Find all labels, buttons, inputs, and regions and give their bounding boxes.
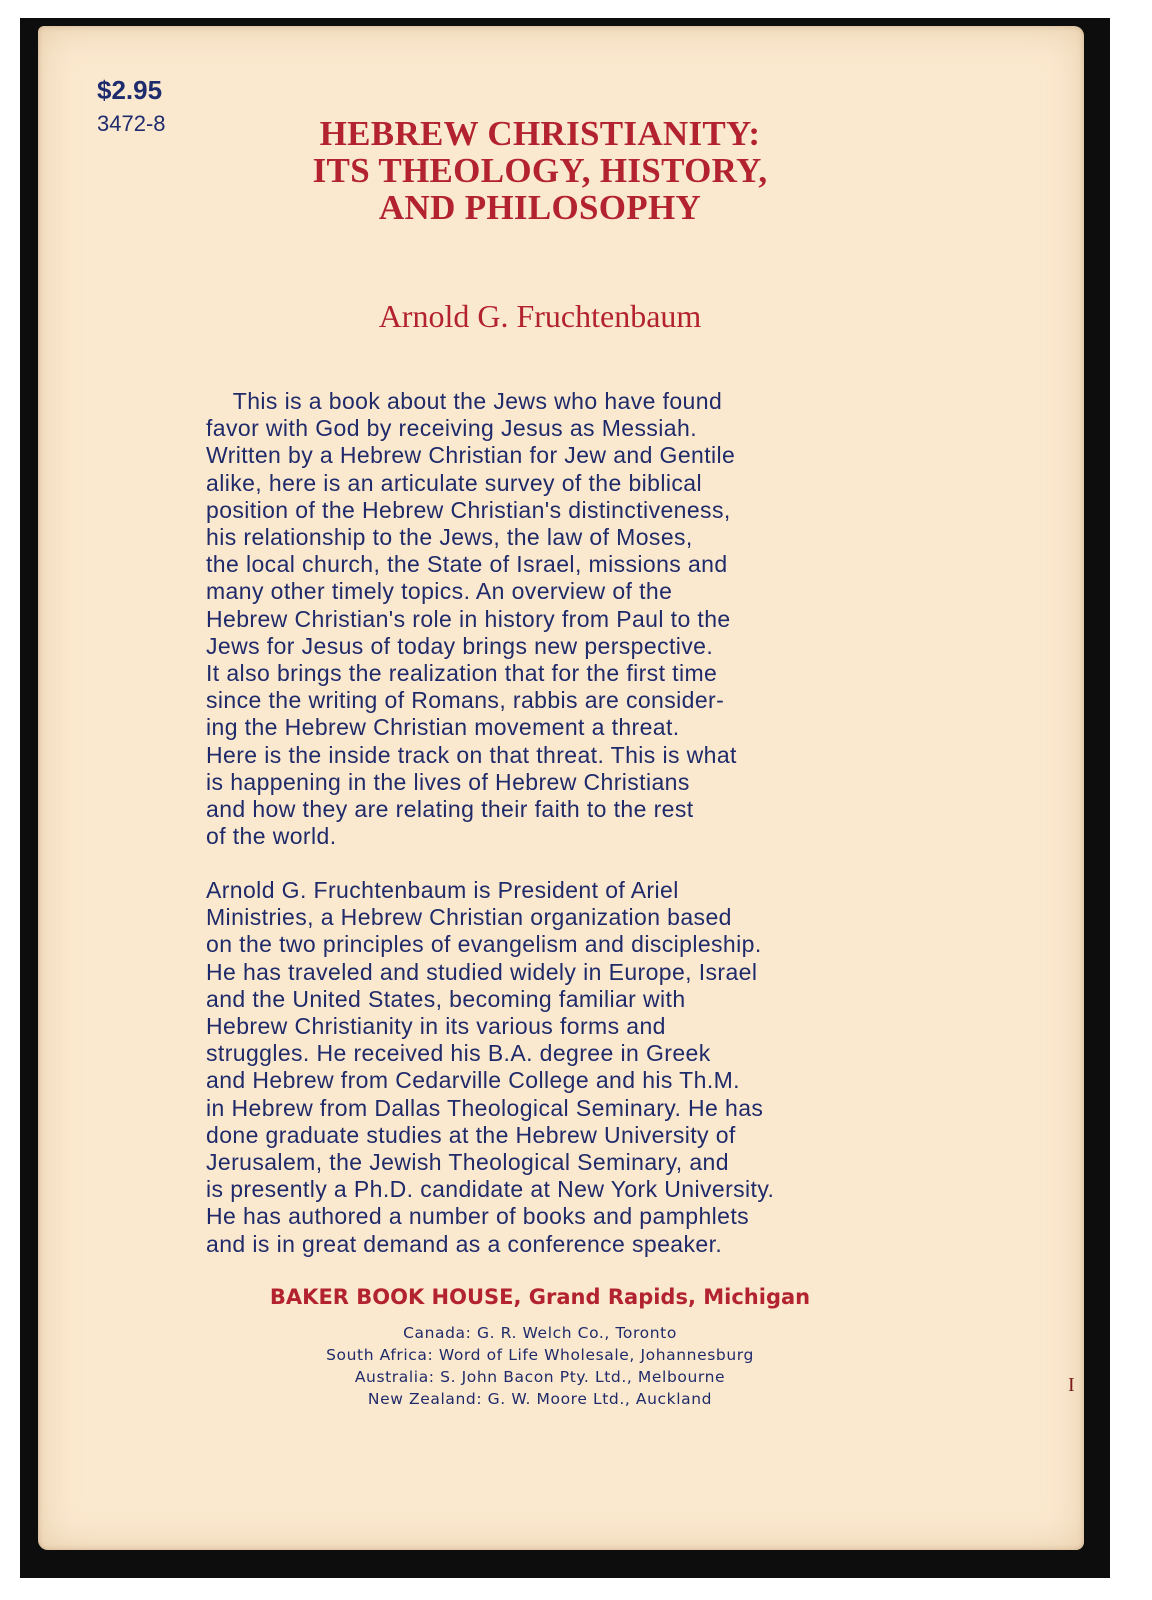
title-line: AND PHILOSOPHY <box>378 188 702 227</box>
book-description <box>206 388 886 850</box>
description-line: Jews for Jesus of today brings new perspective. <box>206 632 714 659</box>
distributor-line: South Africa: Word of Life Wholesale, Johannesburg <box>326 1346 754 1364</box>
distributor-list <box>190 1322 890 1410</box>
bio-line: in Hebrew from Dallas Theological Seminary. He has <box>206 1094 764 1121</box>
catalog-number: 3472-8 <box>97 111 166 136</box>
book-title <box>230 115 850 226</box>
bio-line: He has traveled and studied widely in Europe, Israel <box>206 958 758 985</box>
description-line: is happening in the lives of Hebrew Christians <box>206 768 690 795</box>
description-line: ing the Hebrew Christian movement a threat. <box>206 714 680 741</box>
description-line: This is a book about the Jews who have found <box>206 388 723 414</box>
bio-line: and the United States, becoming familiar with <box>206 985 686 1012</box>
author-bio <box>206 877 886 1258</box>
description-line: and how they are relating their faith to the rest <box>206 796 694 823</box>
description-line: position of the Hebrew Christian's distinctiveness, <box>206 496 731 523</box>
bio-line: struggles. He received his B.A. degree in Greek <box>206 1040 711 1067</box>
bio-line: Ministries, a Hebrew Christian organization based <box>206 904 732 931</box>
description-line: his relationship to the Jews, the law of Moses, <box>206 524 693 551</box>
bio-line: and is in great demand as a conference speaker. <box>206 1230 723 1257</box>
description-line: Hebrew Christian's role in history from Paul to the <box>206 605 731 632</box>
distributor-line: Canada: G. R. Welch Co., Toronto <box>403 1324 677 1342</box>
bio-line: and Hebrew from Cedarville College and his Th.M. <box>206 1067 740 1094</box>
distributor-line: Australia: S. John Bacon Pty. Ltd., Melbourne <box>354 1368 726 1386</box>
author-name: Arnold G. Fruchtenbaum <box>378 298 702 334</box>
description-line: of the world. <box>206 823 337 850</box>
publisher-imprint: BAKER BOOK HOUSE, Grand Rapids, Michigan <box>269 1285 811 1309</box>
bio-line: on the two principles of evangelism and discipleship. <box>206 931 762 958</box>
description-line: many other timely topics. An overview of the <box>206 578 673 605</box>
title-line: ITS THEOLOGY, HISTORY, <box>312 151 768 190</box>
bio-line: Arnold G. Fruchtenbaum is President of Ariel <box>206 877 679 903</box>
description-line: the local church, the State of Israel, missions and <box>206 551 728 578</box>
distributor-line: New Zealand: G. W. Moore Ltd., Auckland <box>367 1390 713 1408</box>
description-line: since the writing of Romans, rabbis are consider- <box>206 687 725 714</box>
bio-line: Hebrew Christianity in its various forms and <box>206 1013 666 1040</box>
description-line: Written by a Hebrew Christian for Jew and Gentile <box>206 442 736 469</box>
description-line: It also brings the realization that for the first time <box>206 660 718 687</box>
bio-line: is presently a Ph.D. candidate at New York University. <box>206 1176 775 1203</box>
bio-line: done graduate studies at the Hebrew University of <box>206 1121 736 1148</box>
description-line: alike, here is an articulate survey of the biblical <box>206 469 702 496</box>
description-line: Here is the inside track on that threat. This is what <box>206 741 737 768</box>
bio-line: He has authored a number of books and pamphlets <box>206 1203 750 1230</box>
edge-mark: I <box>1068 1374 1075 1396</box>
price-label: $2.95 <box>97 75 163 105</box>
description-line: favor with God by receiving Jesus as Messiah. <box>206 415 697 442</box>
title-line: HEBREW CHRISTIANITY: <box>319 114 761 153</box>
bio-line: Jerusalem, the Jewish Theological Seminary, and <box>206 1149 729 1176</box>
